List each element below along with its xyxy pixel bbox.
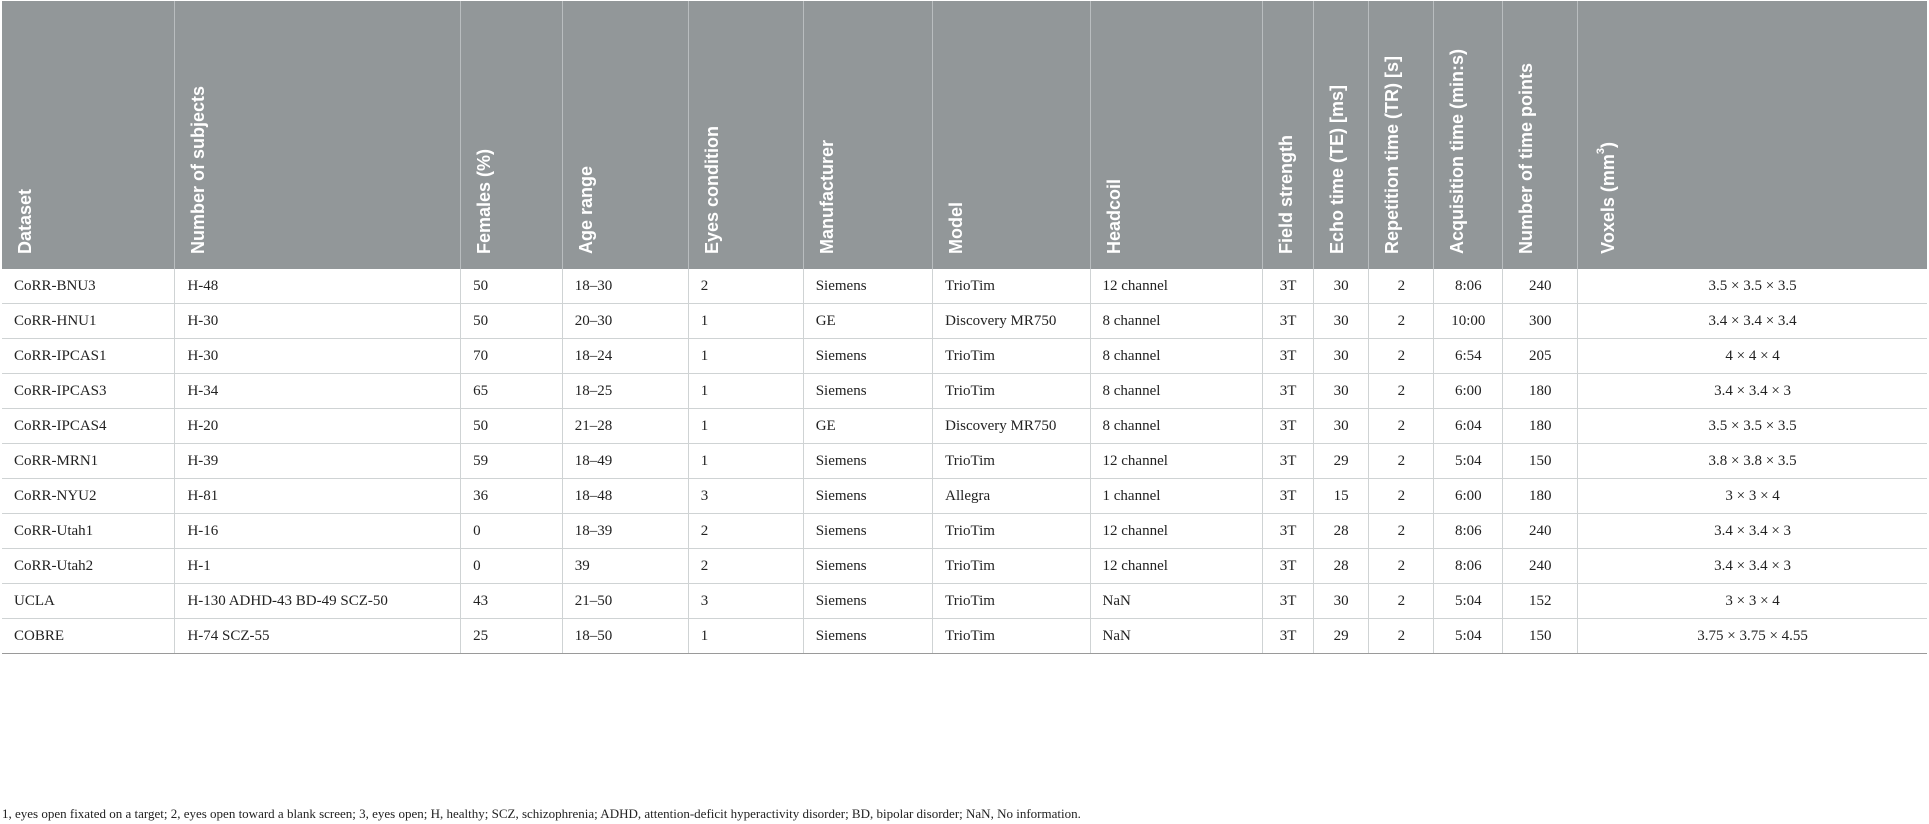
cell-eyes: 3 [688, 479, 803, 514]
cell-acq: 8:06 [1434, 514, 1503, 549]
cell-eyes: 1 [688, 409, 803, 444]
cell-voxels: 3.4 × 3.4 × 3 [1578, 549, 1927, 584]
cell-field: 3T [1263, 339, 1313, 374]
cell-field: 3T [1263, 374, 1313, 409]
cell-te: 30 [1313, 339, 1369, 374]
cell-tr: 2 [1369, 374, 1434, 409]
cell-timepoints: 205 [1503, 339, 1578, 374]
cell-acq: 6:54 [1434, 339, 1503, 374]
cell-age: 39 [562, 549, 688, 584]
cell-age: 18–24 [562, 339, 688, 374]
column-header-timepoints [1503, 1, 1578, 269]
cell-headcoil: 8 channel [1090, 339, 1263, 374]
cell-manufacturer: GE [803, 304, 932, 339]
column-header-field [1263, 1, 1313, 269]
cell-acq: 8:06 [1434, 269, 1503, 304]
cell-manufacturer: Siemens [803, 374, 932, 409]
cell-subjects: H-48 [175, 269, 461, 304]
cell-timepoints: 180 [1503, 409, 1578, 444]
column-header-te [1313, 1, 1369, 269]
cell-dataset: UCLA [2, 584, 175, 619]
cell-headcoil: NaN [1090, 619, 1263, 654]
cell-females: 50 [461, 304, 563, 339]
cell-te: 30 [1313, 584, 1369, 619]
cell-field: 3T [1263, 269, 1313, 304]
cell-dataset: CoRR-MRN1 [2, 444, 175, 479]
cell-subjects: H-1 [175, 549, 461, 584]
cell-manufacturer: Siemens [803, 339, 932, 374]
cell-te: 30 [1313, 304, 1369, 339]
cell-eyes: 1 [688, 374, 803, 409]
cell-headcoil: NaN [1090, 584, 1263, 619]
cell-model: TrioTim [933, 584, 1090, 619]
cell-tr: 2 [1369, 304, 1434, 339]
cell-voxels: 3 × 3 × 4 [1578, 479, 1927, 514]
cell-females: 50 [461, 269, 563, 304]
cell-manufacturer: Siemens [803, 479, 932, 514]
cell-field: 3T [1263, 479, 1313, 514]
cell-manufacturer: Siemens [803, 269, 932, 304]
cell-headcoil: 12 channel [1090, 514, 1263, 549]
cell-tr: 2 [1369, 549, 1434, 584]
cell-age: 18–39 [562, 514, 688, 549]
column-header-tr [1369, 1, 1434, 269]
cell-females: 0 [461, 514, 563, 549]
cell-voxels: 3.5 × 3.5 × 3.5 [1578, 269, 1927, 304]
cell-field: 3T [1263, 619, 1313, 654]
table-row [2, 514, 1927, 549]
table-body [2, 269, 1927, 654]
column-header-label: Field strength [1276, 134, 1297, 254]
cell-field: 3T [1263, 514, 1313, 549]
cell-timepoints: 180 [1503, 479, 1578, 514]
cell-model: Discovery MR750 [933, 409, 1090, 444]
table-row [2, 549, 1927, 584]
column-header-dataset [2, 1, 175, 269]
column-header-label: Headcoil [1103, 178, 1124, 254]
cell-eyes: 2 [688, 514, 803, 549]
cell-field: 3T [1263, 549, 1313, 584]
cell-subjects: H-74 SCZ-55 [175, 619, 461, 654]
column-header-label: Number of time points [1516, 62, 1537, 254]
column-header-label: Dataset [15, 188, 35, 254]
cell-field: 3T [1263, 409, 1313, 444]
table-row [2, 619, 1927, 654]
cell-timepoints: 150 [1503, 444, 1578, 479]
cell-subjects: H-34 [175, 374, 461, 409]
cell-te: 30 [1313, 409, 1369, 444]
cell-age: 18–48 [562, 479, 688, 514]
datasets-table [2, 1, 1927, 654]
cell-headcoil: 8 channel [1090, 374, 1263, 409]
cell-subjects: H-81 [175, 479, 461, 514]
cell-timepoints: 150 [1503, 619, 1578, 654]
cell-timepoints: 240 [1503, 549, 1578, 584]
cell-timepoints: 180 [1503, 374, 1578, 409]
column-header-subjects [175, 1, 461, 269]
cell-model: TrioTim [933, 619, 1090, 654]
table-header-row [2, 1, 1927, 269]
cell-age: 21–28 [562, 409, 688, 444]
column-header-label: Manufacturer [816, 139, 837, 254]
cell-model: TrioTim [933, 444, 1090, 479]
cell-subjects: H-16 [175, 514, 461, 549]
table-row [2, 304, 1927, 339]
cell-voxels: 3.5 × 3.5 × 3.5 [1578, 409, 1927, 444]
cell-eyes: 2 [688, 269, 803, 304]
cell-dataset: CoRR-IPCAS3 [2, 374, 175, 409]
column-header-label: Model [946, 202, 967, 254]
cell-tr: 2 [1369, 339, 1434, 374]
cell-model: Allegra [933, 479, 1090, 514]
cell-females: 70 [461, 339, 563, 374]
table-row [2, 269, 1927, 304]
cell-voxels: 3.4 × 3.4 × 3 [1578, 374, 1927, 409]
column-header-headcoil [1090, 1, 1263, 269]
table-footnote: 1, eyes open fixated on a target; 2, eyes open toward a blank screen; 3, eyes open; H, healthy; SCZ, schizophrenia; ADHD, attention-deficit hyperactivity disorder; BD, bipolar disorder; NaN, No information. [2, 806, 1081, 821]
column-header-label: Females (%) [474, 148, 495, 254]
cell-dataset: CoRR-BNU3 [2, 269, 175, 304]
cell-timepoints: 240 [1503, 269, 1578, 304]
cell-dataset: CoRR-IPCAS1 [2, 339, 175, 374]
cell-age: 18–49 [562, 444, 688, 479]
cell-timepoints: 240 [1503, 514, 1578, 549]
cell-females: 59 [461, 444, 563, 479]
cell-model: TrioTim [933, 269, 1090, 304]
table-row [2, 584, 1927, 619]
cell-field: 3T [1263, 584, 1313, 619]
cell-subjects: H-39 [175, 444, 461, 479]
column-header-label: Number of subjects [188, 85, 209, 254]
cell-field: 3T [1263, 304, 1313, 339]
cell-dataset: CoRR-Utah2 [2, 549, 175, 584]
cell-tr: 2 [1369, 479, 1434, 514]
cell-subjects: H-30 [175, 304, 461, 339]
table-row [2, 339, 1927, 374]
cell-age: 18–50 [562, 619, 688, 654]
cell-acq: 5:04 [1434, 619, 1503, 654]
table-row [2, 409, 1927, 444]
cell-manufacturer: Siemens [803, 584, 932, 619]
cell-headcoil: 12 channel [1090, 444, 1263, 479]
cell-model: TrioTim [933, 339, 1090, 374]
cell-females: 43 [461, 584, 563, 619]
column-header-label: Repetition time (TR) [s] [1382, 56, 1403, 254]
cell-voxels: 3.8 × 3.8 × 3.5 [1578, 444, 1927, 479]
table-row [2, 374, 1927, 409]
cell-age: 21–50 [562, 584, 688, 619]
cell-females: 65 [461, 374, 563, 409]
cell-eyes: 3 [688, 584, 803, 619]
cell-te: 29 [1313, 444, 1369, 479]
cell-te: 30 [1313, 374, 1369, 409]
cell-dataset: CoRR-Utah1 [2, 514, 175, 549]
cell-field: 3T [1263, 444, 1313, 479]
cell-model: TrioTim [933, 514, 1090, 549]
cell-tr: 2 [1369, 444, 1434, 479]
cell-manufacturer: Siemens [803, 619, 932, 654]
cell-acq: 10:00 [1434, 304, 1503, 339]
cell-te: 29 [1313, 619, 1369, 654]
cell-tr: 2 [1369, 584, 1434, 619]
cell-dataset: CoRR-NYU2 [2, 479, 175, 514]
cell-voxels: 3.4 × 3.4 × 3.4 [1578, 304, 1927, 339]
cell-acq: 5:04 [1434, 444, 1503, 479]
cell-acq: 6:04 [1434, 409, 1503, 444]
cell-te: 28 [1313, 514, 1369, 549]
cell-timepoints: 152 [1503, 584, 1578, 619]
cell-females: 50 [461, 409, 563, 444]
cell-voxels: 3.75 × 3.75 × 4.55 [1578, 619, 1927, 654]
cell-acq: 6:00 [1434, 479, 1503, 514]
cell-eyes: 2 [688, 549, 803, 584]
cell-manufacturer: Siemens [803, 514, 932, 549]
cell-headcoil: 12 channel [1090, 269, 1263, 304]
cell-manufacturer: Siemens [803, 549, 932, 584]
cell-tr: 2 [1369, 514, 1434, 549]
cell-te: 28 [1313, 549, 1369, 584]
cell-subjects: H-30 [175, 339, 461, 374]
cell-females: 36 [461, 479, 563, 514]
cell-acq: 6:00 [1434, 374, 1503, 409]
column-header-label: Eyes condition [701, 125, 722, 254]
cell-dataset: CoRR-HNU1 [2, 304, 175, 339]
cell-eyes: 1 [688, 444, 803, 479]
cell-tr: 2 [1369, 619, 1434, 654]
column-header-females [461, 1, 563, 269]
cell-headcoil: 8 channel [1090, 409, 1263, 444]
column-header-label: Echo time (TE) [ms] [1326, 84, 1347, 254]
cell-model: TrioTim [933, 549, 1090, 584]
cell-manufacturer: Siemens [803, 444, 932, 479]
cell-tr: 2 [1369, 409, 1434, 444]
cell-te: 15 [1313, 479, 1369, 514]
column-header-age [562, 1, 688, 269]
cell-model: TrioTim [933, 374, 1090, 409]
column-header-voxels [1578, 1, 1927, 269]
table-row [2, 444, 1927, 479]
column-header-manufacturer [803, 1, 932, 269]
cell-headcoil: 8 channel [1090, 304, 1263, 339]
cell-dataset: CoRR-IPCAS4 [2, 409, 175, 444]
table-row [2, 479, 1927, 514]
column-header-model [933, 1, 1090, 269]
cell-manufacturer: GE [803, 409, 932, 444]
cell-eyes: 1 [688, 339, 803, 374]
cell-timepoints: 300 [1503, 304, 1578, 339]
cell-eyes: 1 [688, 619, 803, 654]
cell-tr: 2 [1369, 269, 1434, 304]
cell-acq: 5:04 [1434, 584, 1503, 619]
cell-age: 20–30 [562, 304, 688, 339]
cell-subjects: H-130 ADHD-43 BD-49 SCZ-50 [175, 584, 461, 619]
cell-te: 30 [1313, 269, 1369, 304]
column-header-label: Voxels $(mm^3)$ [1595, 142, 1619, 254]
cell-acq: 8:06 [1434, 549, 1503, 584]
cell-model: Discovery MR750 [933, 304, 1090, 339]
column-header-label: Age range [575, 165, 596, 254]
cell-voxels: 4 × 4 × 4 [1578, 339, 1927, 374]
cell-females: 0 [461, 549, 563, 584]
column-header-acq [1434, 1, 1503, 269]
column-header-label: Acquisition time (min:s) [1447, 48, 1468, 254]
cell-dataset: COBRE [2, 619, 175, 654]
cell-headcoil: 1 channel [1090, 479, 1263, 514]
cell-females: 25 [461, 619, 563, 654]
column-header-eyes [688, 1, 803, 269]
cell-voxels: 3.4 × 3.4 × 3 [1578, 514, 1927, 549]
cell-voxels: 3 × 3 × 4 [1578, 584, 1927, 619]
cell-eyes: 1 [688, 304, 803, 339]
cell-headcoil: 12 channel [1090, 549, 1263, 584]
cell-subjects: H-20 [175, 409, 461, 444]
cell-age: 18–30 [562, 269, 688, 304]
cell-age: 18–25 [562, 374, 688, 409]
